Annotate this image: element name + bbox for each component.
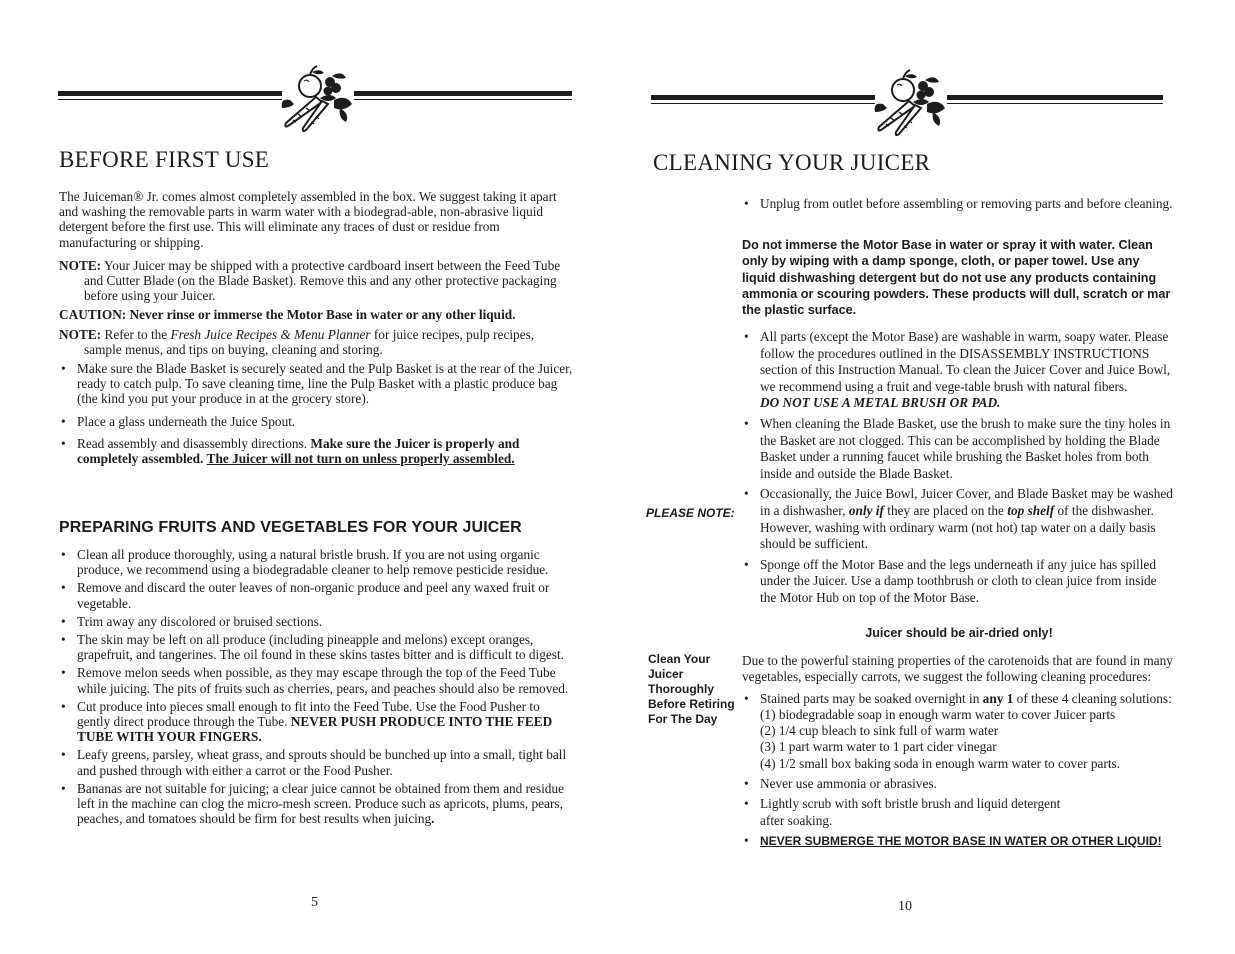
header-rule xyxy=(651,66,1163,136)
note-text: Refer to the xyxy=(101,326,171,342)
fruit-vegetable-ornament-icon xyxy=(276,64,360,134)
list-item: • The skin may be left on all produce (including pineapple and melons) except oranges, grapefruit, and tangerines. The oil found in these skins tastes bitter and is difficult to digest. xyxy=(59,632,575,662)
note-label: NOTE: xyxy=(59,257,102,273)
finger-warning: NEVER PUSH PRODUCE INTO THE FEED TUBE WITH YOUR FINGERS. xyxy=(77,714,553,745)
emphasis-text: top shelf xyxy=(1007,502,1055,518)
cleaning-list xyxy=(742,196,1174,211)
page-number: 10 xyxy=(898,899,912,914)
staining-intro: Due to the powerful staining properties of the carotenoids that are found in many vegetables, especially carrots, we suggest the following cleaning procedures: xyxy=(742,653,1173,685)
stain-list xyxy=(742,691,1176,850)
list-item xyxy=(59,781,575,827)
list-item: • Trim away any discolored or bruised sections. xyxy=(59,614,575,629)
emphasis-text: only if xyxy=(848,502,884,518)
list-item: • Remove and discard the outer leaves of non-organic produce and peel any waxed fruit or vegetable. xyxy=(59,580,575,610)
submerge-warning: NEVER SUBMERGE THE MOTOR BASE IN WATER OR OTHER LIQUID! xyxy=(760,833,1162,848)
recipe-book-title: Fresh Juice Recipes & Menu Planner xyxy=(170,326,371,342)
list-item-text: after soaking. xyxy=(760,812,833,828)
list-item xyxy=(742,329,1176,412)
assembly-warning: Make sure the Juicer is properly and completely assembled. xyxy=(77,435,520,467)
list-item xyxy=(59,699,575,745)
note-text: Your Juicer may be shipped with a protective cardboard insert between the Feed Tube and Cutter Blade (on the Blade Basket). Remove this and any other protective packaging before using your Juicer. xyxy=(84,257,561,304)
solution-item: (1) biodegradable soap in enough warm water to cover Juicer parts xyxy=(760,706,1116,722)
solution-item: (3) 1 part warm water to 1 part cider vinegar xyxy=(760,739,997,755)
list-item-period: . xyxy=(431,811,435,827)
note-paragraph xyxy=(59,327,573,357)
cleaning-list xyxy=(742,329,1176,607)
list-item xyxy=(742,691,1176,772)
left-page xyxy=(0,0,617,954)
page-title: CLEANING YOUR JUICER xyxy=(653,150,931,175)
list-item: • Never use ammonia or abrasives. xyxy=(742,776,1176,792)
list-item: • Make sure the Blade Basket is securely seated and the Pulp Basket is at the rear of the Juicer, ready to catch pulp. To save cleaning time, line the Pulp Basket with a plastic produce bag (the kind you put your produce in at the grocery store). xyxy=(59,361,573,407)
list-item xyxy=(742,486,1176,552)
assembly-list xyxy=(59,361,573,466)
section-subheading: PREPARING FRUITS AND VEGETABLES FOR YOUR JUICER xyxy=(59,519,522,536)
caution-paragraph xyxy=(59,307,573,322)
fruit-vegetable-ornament-icon xyxy=(869,68,953,138)
solution-item: (2) 1/4 cup bleach to sink full of warm water xyxy=(760,723,999,739)
list-item xyxy=(742,796,1176,829)
page-title: BEFORE FIRST USE xyxy=(59,147,270,172)
list-item-text: of the dishwasher. However, washing with ordinary warm (not hot) tap water on a daily basis should be sufficient. xyxy=(760,502,1156,552)
emphasis-text: any 1 xyxy=(982,690,1014,706)
list-item: • Leafy greens, parsley, wheat grass, and sprouts should be bunched up into a small, tight ball and pushed through with either a carrot or the Food Pusher. xyxy=(59,747,575,777)
list-item xyxy=(59,436,573,466)
note-paragraph xyxy=(59,258,573,304)
side-label: Clean Your Juicer Thoroughly Before Retiring For The Day xyxy=(648,652,735,726)
list-item xyxy=(742,833,1176,849)
body-text xyxy=(742,653,1176,855)
intro-paragraph: The Juiceman® Jr. comes almost completely assembled in the box. We suggest taking it apart and washing the removable parts in warm water with a biodegrad-able, non-abrasive liquid detergent before the first use. This will eliminate any traces of dust or residue from manufacturing or shipping. xyxy=(59,189,557,250)
list-item: • When cleaning the Blade Basket, use the brush to make sure the tiny holes in the Basket are not clogged. This can be accomplished by holding the Blade Basket under a running faucet while brushing the Basket holes from both inside and outside the Blade Basket. xyxy=(742,416,1176,482)
list-item-text: of these 4 cleaning solutions: xyxy=(1013,690,1172,706)
list-item-text: they are placed on the xyxy=(883,502,1008,518)
note-label: NOTE: xyxy=(59,326,102,342)
assembly-warning-underlined: The Juicer will not turn on unless properly assembled. xyxy=(206,451,515,467)
list-item: • Clean all produce thoroughly, using a natural bristle brush. If you are not using organic produce, we recommend using a biodegradable cleaner to help remove pesticide residue. xyxy=(59,547,575,577)
list-item: • Remove melon seeds when possible, as they may escape through the top of the Feed Tube while juicing. The pits of fruits such as cherries, pears, and peaches should also be removed. xyxy=(59,665,575,695)
metal-brush-warning: DO NOT USE A METAL BRUSH OR PAD. xyxy=(760,395,1001,411)
header-rule xyxy=(58,62,572,132)
caution-text: CAUTION: Never rinse or immerse the Motor Base in water or any other liquid. xyxy=(59,307,516,323)
list-item-text: Read assembly and disassembly directions. xyxy=(77,435,311,451)
list-item: • Unplug from outlet before assembling or removing parts and before cleaning. xyxy=(742,196,1174,211)
list-item-text: Stained parts may be soaked overnight in xyxy=(760,690,983,706)
list-item: • Sponge off the Motor Base and the legs underneath if any juice has spilled under the Juicer. Use a damp toothbrush or cloth to clean juice from inside the Motor Hub on top of the Motor Base. xyxy=(742,557,1176,607)
list-item-text: Occasionally, the Juice Bowl, Juicer Cover, and Blade Basket may be washed in a dishwasher, xyxy=(760,486,1173,518)
solution-item: (4) 1/2 small box baking soda in enough warm water to cover parts. xyxy=(760,755,1121,771)
list-item: • Place a glass underneath the Juice Spout. xyxy=(59,414,573,429)
list-item-text: Bananas are not suitable for juicing; a clear juice cannot be obtained from them and residue left in the machine can clog the micro-mesh screen. Produce such as apricots, plums, pears, peaches, and tomatoes should be firm for best results when juicing xyxy=(77,780,564,827)
air-dry-note: Juicer should be air-dried only! xyxy=(865,626,1053,640)
body-text xyxy=(59,189,573,472)
motor-base-warning: Do not immerse the Motor Base in water or spray it with water. Clean only by wiping with a damp sponge, cloth, or paper towel. Use any liquid dishwashing detergent but do not use any products containing ammonia or scouring powders. These products will dull, scratch or mar the plastic surface. xyxy=(742,238,1171,318)
body-text xyxy=(742,196,1174,217)
list-item-text: Lightly scrub with soft bristle brush and liquid detergent xyxy=(760,796,1061,812)
preparation-list xyxy=(59,547,575,826)
list-item-text: Cut produce into pieces small enough to fit into the Feed Tube. Use the Food Pusher to gently direct produce through the Tube. xyxy=(77,698,540,730)
body-text xyxy=(742,329,1176,613)
page-number: 5 xyxy=(311,895,318,910)
list-item-text: All parts (except the Motor Base) are washable in warm, soapy water. Please follow the procedures outlined in the DISASSEMBLY INSTRUCTIONS section of this Instruction Manual. To clean the Juicer Cover and Juice Bowl, we recommend using a fruit and vege-table brush with natural fibers. xyxy=(760,329,1171,394)
right-page xyxy=(617,0,1235,954)
please-note-label: PLEASE NOTE: xyxy=(646,506,735,520)
note-text: for juice recipes, pulp recipes, sample menus, and tips on buying, cleaning and storing. xyxy=(84,326,535,357)
body-text xyxy=(59,547,575,829)
